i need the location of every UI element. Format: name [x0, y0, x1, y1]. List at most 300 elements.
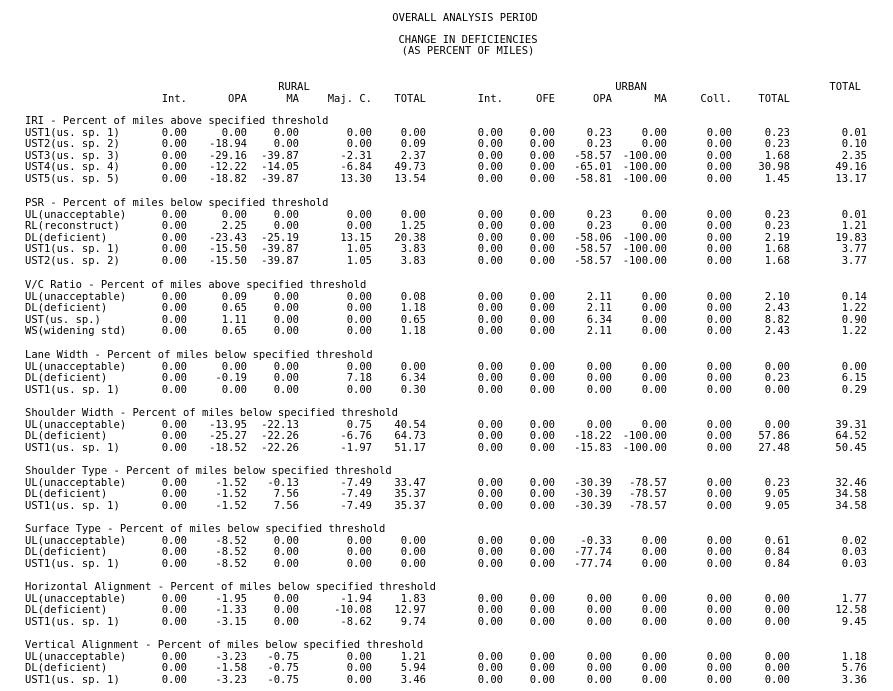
cell-rural-int: 0.00	[161, 172, 187, 185]
cell-urban-ofe: 0.00	[529, 662, 555, 674]
cell-rural-int: 0.00	[161, 138, 187, 150]
cell-rural-ma: -22.26	[261, 430, 299, 442]
cell-urban-ma: 0.00	[641, 290, 667, 303]
cell-rural-int: 0.00	[161, 161, 187, 173]
cell-urban-total: 0.23	[764, 208, 790, 221]
cell-rural-ma: 0.00	[273, 220, 299, 232]
cell-urban-total: 0.61	[764, 534, 790, 547]
cell-rural-majc: -1.94	[340, 592, 372, 605]
cell-rural-opa: 0.09	[221, 290, 247, 303]
cell-urban-opa: 2.11	[586, 302, 612, 314]
cell-rural-opa: -18.52	[209, 441, 247, 454]
cell-urban-opa: -65.01	[574, 161, 612, 173]
cell-rural-majc: 7.18	[346, 372, 372, 384]
cell-rural-ma: -39.87	[261, 243, 299, 255]
cell-rural-int: 0.00	[161, 499, 187, 512]
cell-urban-opa: -18.22	[574, 430, 612, 442]
cell-urban-ma: 0.00	[641, 662, 667, 674]
cell-urban-ma: 0.00	[641, 372, 667, 384]
cell-urban-ma: -78.57	[629, 499, 667, 512]
cell-rural-total: 1.83	[400, 592, 426, 605]
cell-urban-ofe: 0.00	[529, 673, 555, 686]
cell-grand-total: 19.83	[835, 231, 867, 244]
cell-rural-total: 49.73	[394, 161, 426, 173]
cell-rural-opa: 0.65	[221, 302, 247, 314]
cell-urban-ma: -100.00	[622, 254, 667, 267]
cell-urban-coll: 0.00	[706, 592, 732, 605]
cell-urban-coll: 0.00	[706, 650, 732, 663]
section-title: Horizontal Alignment - Percent of miles below specified threshold	[25, 581, 436, 593]
cell-rural-total: 3.83	[400, 254, 426, 267]
cell-urban-int: 0.00	[477, 313, 503, 326]
cell-urban-ma: 0.00	[641, 673, 667, 686]
cell-rural-ma: 0.00	[273, 126, 299, 139]
cell-grand-total: 0.29	[841, 383, 867, 396]
cell-rural-ma: 0.00	[273, 383, 299, 396]
cell-rural-ma: 0.00	[273, 302, 299, 314]
cell-urban-total: 1.68	[764, 254, 790, 267]
cell-urban-coll: 0.00	[706, 673, 732, 686]
cell-urban-total: 9.05	[764, 488, 790, 500]
cell-rural-opa: -29.16	[209, 149, 247, 162]
cell-urban-ofe: 0.00	[529, 441, 555, 454]
cell-rural-int: 0.00	[161, 488, 187, 500]
cell-urban-int: 0.00	[477, 290, 503, 303]
cell-urban-int: 0.00	[477, 546, 503, 558]
cell-rural-total: 9.74	[400, 615, 426, 628]
cell-urban-ma: -100.00	[622, 441, 667, 454]
cell-urban-opa: 0.00	[586, 673, 612, 686]
cell-rural-majc: 0.00	[346, 662, 372, 674]
cell-urban-coll: 0.00	[706, 254, 732, 267]
cell-rural-majc: 0.00	[346, 360, 372, 373]
cell-rural-total: 64.73	[394, 430, 426, 442]
cell-urban-total: 0.00	[764, 673, 790, 686]
cell-rural-int: 0.00	[161, 302, 187, 314]
cell-grand-total: 2.35	[841, 149, 867, 162]
cell-urban-coll: 0.00	[706, 557, 732, 570]
cell-urban-opa: -77.74	[574, 557, 612, 570]
cell-urban-ma: 0.00	[641, 126, 667, 139]
cell-urban-ma: -100.00	[622, 231, 667, 244]
cell-rural-ma: 0.00	[273, 557, 299, 570]
cell-urban-int: 0.00	[477, 208, 503, 221]
cell-urban-ma: -100.00	[622, 149, 667, 162]
cell-urban-int: 0.00	[477, 254, 503, 267]
col-header-rural-majc: Maj. C.	[327, 93, 372, 105]
cell-rural-opa: -3.23	[215, 673, 247, 686]
cell-urban-total: 0.23	[764, 476, 790, 489]
cell-grand-total: 12.58	[835, 604, 867, 616]
row-label: UST1(us. sp. 1)	[25, 383, 120, 396]
cell-urban-total: 1.68	[764, 243, 790, 255]
cell-urban-ofe: 0.00	[529, 290, 555, 303]
cell-urban-int: 0.00	[477, 231, 503, 244]
cell-rural-total: 0.30	[400, 383, 426, 396]
cell-rural-opa: 0.00	[221, 360, 247, 373]
cell-urban-coll: 0.00	[706, 546, 732, 558]
row-label: UL(unacceptable)	[25, 650, 127, 663]
cell-grand-total: 0.01	[841, 126, 867, 139]
cell-urban-int: 0.00	[477, 372, 503, 384]
cell-urban-ma: 0.00	[641, 220, 667, 232]
cell-rural-total: 0.00	[400, 557, 426, 570]
cell-rural-total: 0.65	[400, 313, 426, 326]
cell-urban-ofe: 0.00	[529, 604, 555, 616]
cell-grand-total: 3.77	[841, 243, 867, 255]
cell-urban-ma: -78.57	[629, 488, 667, 500]
cell-rural-total: 6.34	[400, 372, 426, 384]
cell-urban-ofe: 0.00	[529, 208, 555, 221]
cell-urban-ma: 0.00	[641, 383, 667, 396]
row-label: DL(deficient)	[25, 231, 108, 244]
cell-urban-ma: -100.00	[622, 243, 667, 255]
cell-grand-total: 3.77	[841, 254, 867, 267]
cell-urban-int: 0.00	[477, 149, 503, 162]
cell-urban-int: 0.00	[477, 302, 503, 314]
cell-grand-total: 1.22	[841, 325, 867, 337]
cell-urban-opa: 0.00	[586, 372, 612, 384]
cell-urban-coll: 0.00	[706, 488, 732, 500]
cell-rural-majc: 0.00	[346, 126, 372, 139]
cell-urban-coll: 0.00	[706, 172, 732, 185]
cell-rural-majc: -8.62	[340, 615, 372, 628]
cell-grand-total: 0.02	[841, 534, 867, 547]
cell-rural-total: 5.94	[400, 662, 426, 674]
cell-urban-ofe: 0.00	[529, 430, 555, 442]
cell-rural-ma: 7.56	[273, 499, 299, 512]
cell-urban-opa: 0.23	[586, 126, 612, 139]
cell-rural-int: 0.00	[161, 313, 187, 326]
cell-rural-total: 12.97	[394, 604, 426, 616]
row-label: UL(unacceptable)	[25, 290, 127, 303]
cell-rural-opa: -3.15	[215, 615, 247, 628]
cell-grand-total: 34.58	[835, 499, 867, 512]
cell-urban-coll: 0.00	[706, 220, 732, 232]
cell-urban-ma: 0.00	[641, 360, 667, 373]
cell-urban-ofe: 0.00	[529, 476, 555, 489]
cell-rural-total: 0.00	[400, 546, 426, 558]
cell-urban-coll: 0.00	[706, 372, 732, 384]
cell-grand-total: 9.45	[841, 615, 867, 628]
cell-urban-total: 0.84	[764, 557, 790, 570]
cell-rural-int: 0.00	[161, 290, 187, 303]
cell-rural-ma: 0.00	[273, 592, 299, 605]
cell-rural-opa: 0.00	[221, 383, 247, 396]
cell-grand-total: 34.58	[835, 488, 867, 500]
cell-urban-ma: 0.00	[641, 546, 667, 558]
cell-rural-majc: -1.97	[340, 441, 372, 454]
cell-urban-opa: 0.23	[586, 220, 612, 232]
cell-urban-int: 0.00	[477, 615, 503, 628]
cell-grand-total: 0.00	[841, 360, 867, 373]
cell-rural-opa: -23.43	[209, 231, 247, 244]
cell-urban-opa: -15.83	[574, 441, 612, 454]
cell-urban-int: 0.00	[477, 161, 503, 173]
cell-urban-ofe: 0.00	[529, 220, 555, 232]
row-label: UST1(us. sp. 1)	[25, 499, 120, 512]
cell-rural-total: 0.00	[400, 208, 426, 221]
cell-urban-coll: 0.00	[706, 383, 732, 396]
row-label: UST3(us. sp. 3)	[25, 149, 120, 162]
row-label: RL(reconstruct)	[25, 220, 120, 232]
cell-rural-ma: -25.19	[261, 231, 299, 244]
cell-urban-opa: 0.23	[586, 138, 612, 150]
cell-urban-ofe: 0.00	[529, 557, 555, 570]
row-label: UL(unacceptable)	[25, 360, 127, 373]
cell-rural-ma: -14.05	[261, 161, 299, 173]
cell-rural-total: 51.17	[394, 441, 426, 454]
row-label: UST1(us. sp. 1)	[25, 441, 120, 454]
cell-rural-opa: -12.22	[209, 161, 247, 173]
cell-urban-ma: 0.00	[641, 650, 667, 663]
cell-urban-coll: 0.00	[706, 161, 732, 173]
cell-urban-ofe: 0.00	[529, 372, 555, 384]
cell-rural-int: 0.00	[161, 441, 187, 454]
cell-grand-total: 50.45	[835, 441, 867, 454]
cell-urban-total: 0.00	[764, 650, 790, 663]
cell-rural-majc: -10.08	[334, 604, 372, 616]
cell-rural-int: 0.00	[161, 325, 187, 337]
cell-rural-opa: -1.33	[215, 604, 247, 616]
cell-urban-coll: 0.00	[706, 662, 732, 674]
cell-grand-total: 0.10	[841, 138, 867, 150]
cell-rural-ma: 0.00	[273, 615, 299, 628]
cell-urban-total: 0.23	[764, 372, 790, 384]
cell-rural-majc: 0.00	[346, 546, 372, 558]
row-label: DL(deficient)	[25, 662, 108, 674]
cell-urban-ma: 0.00	[641, 557, 667, 570]
cell-urban-total: 0.00	[764, 615, 790, 628]
cell-rural-total: 35.37	[394, 499, 426, 512]
cell-urban-opa: 0.00	[586, 592, 612, 605]
cell-urban-opa: -58.06	[574, 231, 612, 244]
cell-grand-total: 1.21	[841, 220, 867, 232]
cell-rural-opa: -0.19	[215, 372, 247, 384]
cell-rural-majc: 1.05	[346, 254, 372, 267]
cell-urban-int: 0.00	[477, 138, 503, 150]
cell-urban-coll: 0.00	[706, 534, 732, 547]
cell-urban-total: 0.23	[764, 126, 790, 139]
cell-rural-majc: -6.76	[340, 430, 372, 442]
cell-rural-majc: 13.30	[340, 172, 372, 185]
cell-rural-int: 0.00	[161, 126, 187, 139]
cell-rural-opa: -25.27	[209, 430, 247, 442]
row-label: UL(unacceptable)	[25, 208, 127, 221]
cell-rural-ma: -0.13	[267, 476, 299, 489]
cell-urban-int: 0.00	[477, 360, 503, 373]
cell-urban-ma: 0.00	[641, 592, 667, 605]
cell-urban-coll: 0.00	[706, 418, 732, 431]
cell-urban-total: 30.98	[758, 161, 790, 173]
cell-urban-int: 0.00	[477, 557, 503, 570]
cell-urban-ofe: 0.00	[529, 418, 555, 431]
cell-urban-int: 0.00	[477, 220, 503, 232]
cell-urban-coll: 0.00	[706, 604, 732, 616]
cell-rural-total: 0.08	[400, 290, 426, 303]
cell-urban-coll: 0.00	[706, 208, 732, 221]
cell-rural-int: 0.00	[161, 534, 187, 547]
cell-urban-opa: -30.39	[574, 499, 612, 512]
cell-rural-opa: -18.94	[209, 138, 247, 150]
cell-urban-opa: -58.57	[574, 243, 612, 255]
report-subtitle-line2: (AS PERCENT OF MILES)	[401, 45, 535, 57]
row-label: DL(deficient)	[25, 430, 108, 442]
col-header-rural-opa: OPA	[228, 93, 247, 105]
cell-urban-ofe: 0.00	[529, 592, 555, 605]
cell-urban-total: 0.00	[764, 360, 790, 373]
cell-rural-int: 0.00	[161, 208, 187, 221]
cell-rural-majc: 0.00	[346, 313, 372, 326]
row-label: DL(deficient)	[25, 372, 108, 384]
cell-grand-total: 13.17	[835, 172, 867, 185]
cell-rural-int: 0.00	[161, 383, 187, 396]
cell-rural-opa: 0.00	[221, 208, 247, 221]
cell-urban-coll: 0.00	[706, 149, 732, 162]
cell-urban-total: 1.68	[764, 149, 790, 162]
cell-urban-ofe: 0.00	[529, 243, 555, 255]
cell-rural-ma: -39.87	[261, 254, 299, 267]
cell-rural-opa: 0.65	[221, 325, 247, 337]
cell-urban-coll: 0.00	[706, 499, 732, 512]
cell-urban-opa: -0.33	[580, 534, 612, 547]
cell-urban-total: 8.82	[764, 313, 790, 326]
cell-urban-int: 0.00	[477, 534, 503, 547]
cell-urban-int: 0.00	[477, 476, 503, 489]
cell-urban-opa: 0.00	[586, 604, 612, 616]
cell-urban-opa: 0.00	[586, 383, 612, 396]
cell-urban-coll: 0.00	[706, 302, 732, 314]
cell-urban-ofe: 0.00	[529, 488, 555, 500]
cell-urban-total: 2.43	[764, 302, 790, 314]
cell-urban-int: 0.00	[477, 383, 503, 396]
cell-rural-total: 1.18	[400, 302, 426, 314]
row-label: UST1(us. sp. 1)	[25, 673, 120, 686]
col-header-urban-int: Int.	[477, 93, 503, 105]
row-label: UST1(us. sp. 1)	[25, 243, 120, 255]
cell-urban-ma: -78.57	[629, 476, 667, 489]
row-label: UST(us. sp.)	[25, 313, 101, 326]
cell-rural-ma: 0.00	[273, 604, 299, 616]
cell-urban-ma: 0.00	[641, 208, 667, 221]
row-label: DL(deficient)	[25, 546, 108, 558]
cell-urban-ma: -100.00	[622, 430, 667, 442]
cell-rural-majc: -2.31	[340, 149, 372, 162]
cell-grand-total: 6.15	[841, 372, 867, 384]
cell-urban-ofe: 0.00	[529, 383, 555, 396]
cell-rural-majc: 0.00	[346, 534, 372, 547]
cell-rural-int: 0.00	[161, 662, 187, 674]
cell-rural-opa: -3.23	[215, 650, 247, 663]
cell-rural-ma: 0.00	[273, 313, 299, 326]
row-label: UL(unacceptable)	[25, 592, 127, 605]
cell-urban-total: 0.00	[764, 604, 790, 616]
cell-urban-ofe: 0.00	[529, 546, 555, 558]
cell-urban-ofe: 0.00	[529, 172, 555, 185]
section-title: Lane Width - Percent of miles below specified threshold	[25, 349, 373, 361]
cell-rural-majc: -6.84	[340, 161, 372, 173]
col-header-rural-total: TOTAL	[394, 93, 426, 105]
cell-urban-ofe: 0.00	[529, 325, 555, 337]
cell-rural-ma: -39.87	[261, 149, 299, 162]
cell-rural-int: 0.00	[161, 546, 187, 558]
row-label: UL(unacceptable)	[25, 534, 127, 547]
cell-urban-int: 0.00	[477, 592, 503, 605]
cell-rural-opa: -1.95	[215, 592, 247, 605]
cell-urban-ma: 0.00	[641, 302, 667, 314]
cell-urban-coll: 0.00	[706, 313, 732, 326]
cell-rural-majc: 0.00	[346, 290, 372, 303]
cell-urban-total: 0.00	[764, 592, 790, 605]
section-title: Shoulder Width - Percent of miles below specified threshold	[25, 407, 398, 419]
cell-urban-opa: 6.34	[586, 313, 612, 326]
cell-rural-total: 35.37	[394, 488, 426, 500]
cell-urban-total: 0.23	[764, 138, 790, 150]
cell-rural-majc: 0.00	[346, 383, 372, 396]
row-label: WS(widening std)	[25, 325, 127, 337]
cell-urban-total: 0.00	[764, 418, 790, 431]
cell-urban-ofe: 0.00	[529, 360, 555, 373]
cell-urban-opa: -58.57	[574, 254, 612, 267]
cell-rural-ma: 0.00	[273, 546, 299, 558]
cell-rural-opa: -8.52	[215, 546, 247, 558]
cell-rural-majc: 1.05	[346, 243, 372, 255]
cell-urban-total: 1.45	[764, 172, 790, 185]
cell-rural-total: 1.25	[400, 220, 426, 232]
cell-urban-ofe: 0.00	[529, 499, 555, 512]
cell-rural-ma: -0.75	[267, 662, 299, 674]
row-label: UST1(us. sp. 1)	[25, 126, 120, 139]
cell-grand-total: 0.01	[841, 208, 867, 221]
cell-grand-total: 0.90	[841, 313, 867, 326]
cell-urban-total: 57.86	[758, 430, 790, 442]
cell-rural-total: 0.09	[400, 138, 426, 150]
section-title: Vertical Alignment - Percent of miles below specified threshold	[25, 639, 424, 651]
cell-urban-int: 0.00	[477, 418, 503, 431]
cell-rural-ma: 0.00	[273, 325, 299, 337]
row-label: UST5(us. sp. 5)	[25, 172, 120, 185]
cell-urban-ma: -100.00	[622, 161, 667, 173]
cell-rural-int: 0.00	[161, 650, 187, 663]
cell-urban-opa: 0.00	[586, 360, 612, 373]
cell-urban-opa: -77.74	[574, 546, 612, 558]
cell-rural-opa: -15.50	[209, 254, 247, 267]
cell-rural-total: 0.00	[400, 534, 426, 547]
cell-grand-total: 0.03	[841, 546, 867, 558]
row-label: UL(unacceptable)	[25, 418, 127, 431]
cell-rural-int: 0.00	[161, 673, 187, 686]
cell-rural-total: 20.38	[394, 231, 426, 244]
cell-urban-coll: 0.00	[706, 360, 732, 373]
cell-rural-majc: 0.75	[346, 418, 372, 431]
cell-urban-int: 0.00	[477, 673, 503, 686]
cell-urban-coll: 0.00	[706, 325, 732, 337]
cell-rural-total: 3.46	[400, 673, 426, 686]
cell-grand-total: 0.14	[841, 290, 867, 303]
cell-urban-int: 0.00	[477, 441, 503, 454]
cell-grand-total: 3.36	[841, 673, 867, 686]
section-title: IRI - Percent of miles above specified threshold	[25, 115, 329, 127]
row-label: UL(unacceptable)	[25, 476, 127, 489]
cell-rural-int: 0.00	[161, 149, 187, 162]
cell-rural-majc: 13.15	[340, 231, 372, 244]
cell-urban-total: 2.10	[764, 290, 790, 303]
cell-grand-total: 1.22	[841, 302, 867, 314]
col-header-rural-int: Int.	[161, 93, 187, 105]
cell-grand-total: 5.76	[841, 662, 867, 674]
cell-rural-majc: 0.00	[346, 557, 372, 570]
cell-grand-total: 49.16	[835, 161, 867, 173]
